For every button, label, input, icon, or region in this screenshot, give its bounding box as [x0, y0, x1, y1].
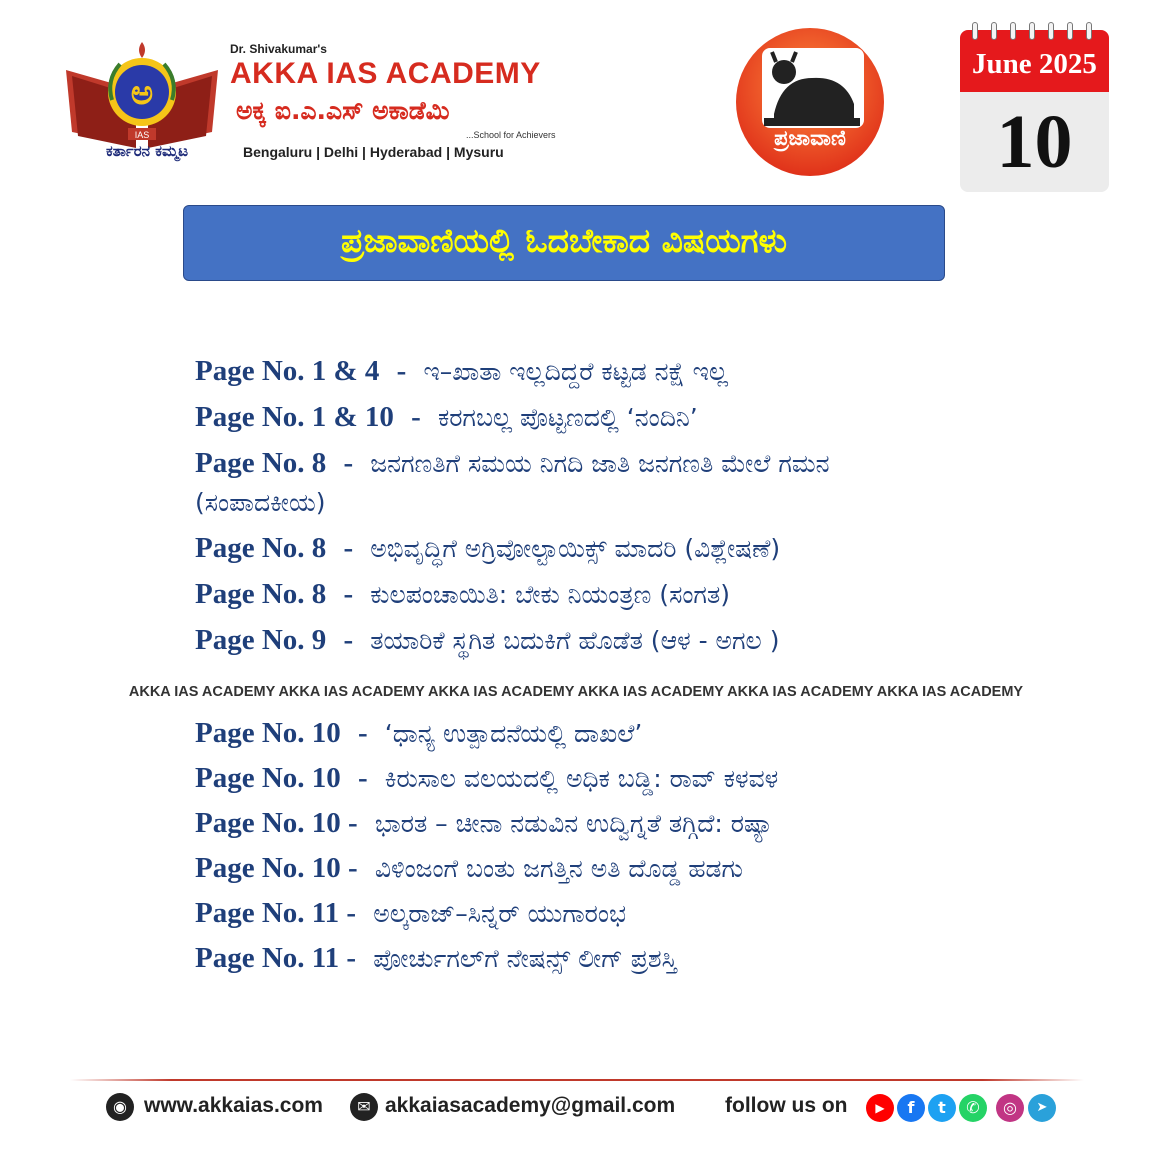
- calendar-ring: [1067, 22, 1073, 40]
- banner-title: ಪ್ರಜಾವಾಣಿಯಲ್ಲಿ ಓದಬೇಕಾದ ವಿಷಯಗಳು: [341, 221, 787, 260]
- telegram-icon[interactable]: ➤: [1028, 1094, 1056, 1122]
- calendar-ring: [1029, 22, 1035, 40]
- item-title: ‘ಧಾನ್ಯ ಉತ್ಪಾದನೆಯಲ್ಲಿ ದಾಖಲೆ’: [384, 719, 643, 748]
- list-item: [195, 532, 780, 565]
- item-separator: -: [343, 624, 354, 656]
- list-item: [195, 897, 626, 930]
- whatsapp-icon[interactable]: ✆: [959, 1094, 987, 1122]
- calendar-day: 10: [996, 100, 1073, 184]
- facebook-icon[interactable]: f: [897, 1094, 925, 1122]
- website-link[interactable]: www.akkaias.com: [144, 1094, 323, 1117]
- prajavani-name: ಪ್ರಜಾವಾಣಿ: [774, 126, 846, 150]
- list-item: [195, 762, 778, 795]
- item-title: ಕರಗಬಲ್ಲ ಪೊಟ್ಟಣದಲ್ಲಿ ‘ನಂದಿನಿ’: [437, 403, 698, 432]
- list-item: [195, 807, 773, 840]
- logo-letter: ಅ: [130, 73, 154, 113]
- ias-badge: IAS: [134, 130, 150, 140]
- follow-label: follow us on: [725, 1094, 848, 1117]
- item-title: ಇ–ಖಾತಾ ಇಲ್ಲದಿದ್ದರೆ ಕಟ್ಟಡ ನಕ್ಷೆ ಇಲ್ಲ: [423, 357, 729, 386]
- calendar-ring: [1010, 22, 1016, 40]
- item-page: Page No. 11 -: [195, 942, 357, 974]
- calendar-ring: [1048, 22, 1054, 40]
- item-page: Page No. 1 & 10: [195, 401, 394, 433]
- item-page: Page No. 9: [195, 624, 327, 656]
- item-title: ಭಾರತ – ಚೀನಾ ನಡುವಿನ ಉದ್ವಿಗ್ನತೆ ತಗ್ಗಿದೆ: ರಷ್ಯಾ: [374, 809, 774, 838]
- academy-name-en: AKKA IAS ACADEMY: [230, 57, 541, 90]
- list-item: [195, 355, 728, 388]
- item-title: ಅಭಿವೃದ್ಧಿಗೆ ಅಗ್ರಿವೋಲ್ಟಾಯಿಕ್ಸ್ ಮಾದರಿ (ವಿಶ್ಲೇಷಣೆ): [370, 534, 781, 563]
- item-page: Page No. 8: [195, 532, 327, 564]
- item-title: ಅಲ್ಕರಾಜ್–ಸಿನ್ನರ್ ಯುಗಾರಂಭ: [373, 899, 627, 928]
- item-page: Page No. 10: [195, 762, 341, 794]
- item-separator: -: [343, 447, 354, 479]
- instagram-icon[interactable]: ◎: [996, 1094, 1024, 1122]
- calendar-ring: [972, 22, 978, 40]
- city-list: Bengaluru | Delhi | Hyderabad | Mysuru: [243, 144, 504, 160]
- item-separator: -: [411, 401, 421, 433]
- mail-icon: ✉: [350, 1093, 378, 1121]
- item-page: Page No. 8: [195, 578, 327, 610]
- item-page: Page No. 10 -: [195, 807, 358, 839]
- item-title: ತಯಾರಿಕೆ ಸ್ಥಗಿತ ಬದುಕಿಗೆ ಹೊಡೆತ (ಆಳ - ಅಗಲ ): [370, 626, 780, 655]
- calendar-ring: [1086, 22, 1092, 40]
- item-title: ಕುಲಪಂಚಾಯಿತಿ: ಬೇಕು ನಿಯಂತ್ರಣ (ಸಂಗತ): [370, 580, 730, 609]
- list-item: [195, 401, 698, 434]
- academy-tagline: ...School for Achievers: [466, 130, 556, 140]
- item-page: Page No. 10: [195, 717, 341, 749]
- item-title: ವಿಳಿಂಜಂಗೆ ಬಂತು ಜಗತ್ತಿನ ಅತಿ ದೊಡ್ಡ ಹಡಗು: [374, 854, 743, 883]
- founder-name: Dr. Shivakumar's: [230, 42, 327, 56]
- list-item-continuation: [195, 487, 326, 518]
- item-separator: -: [357, 717, 368, 749]
- list-item: [195, 578, 730, 611]
- calendar-month: June 2025: [972, 48, 1097, 80]
- item-separator: -: [343, 532, 354, 564]
- watermark-strip: AKKA IAS ACADEMY AKKA IAS ACADEMY AKKA IAS ACADEMY AKKA IAS ACADEMY AKKA IAS ACADEMY AKKA IAS ACADEMY: [128, 684, 1024, 700]
- academy-name-kn: ಅಕ್ಕ ಐ.ಎ.ಎಸ್ ಅಕಾಡೆಮಿ: [236, 96, 450, 125]
- item-page: Page No. 1 & 4: [195, 355, 380, 387]
- globe-icon: ◉: [106, 1093, 134, 1121]
- logo-tagline: ಕರ್ತಾರನ ಕಮ್ಮಟ: [105, 142, 189, 160]
- email-link[interactable]: akkaiasacademy@gmail.com: [385, 1094, 676, 1117]
- item-page: Page No. 10 -: [195, 852, 358, 884]
- item-separator: -: [396, 355, 407, 387]
- list-item: [195, 852, 743, 885]
- list-item: [195, 717, 642, 750]
- twitter-icon[interactable]: t: [928, 1094, 956, 1122]
- item-title: ಜನಗಣತಿಗೆ ಸಮಯ ನಿಗದಿ ಜಾತಿ ಜನಗಣತಿ ಮೇಲೆ ಗಮನ: [370, 449, 830, 478]
- item-page: Page No. 11 -: [195, 897, 357, 929]
- item-page: Page No. 8: [195, 447, 327, 479]
- youtube-icon[interactable]: ▶: [866, 1094, 894, 1122]
- footer-divider: [70, 1079, 1084, 1081]
- prajavani-logo: [734, 26, 886, 178]
- item-title: ಕಿರುಸಾಲ ವಲಯದಲ್ಲಿ ಅಧಿಕ ಬಡ್ಡಿ: ರಾವ್ ಕಳವಳ: [384, 764, 779, 793]
- calendar-ring: [991, 22, 997, 40]
- list-item: [195, 624, 779, 657]
- item-separator: -: [343, 578, 354, 610]
- list-item: [195, 942, 677, 975]
- list-item: [195, 447, 830, 480]
- item-title-continued: (ಸಂಪಾದಕೀಯ): [195, 488, 326, 517]
- item-separator: -: [357, 762, 368, 794]
- item-title: ಪೋರ್ಚುಗಲ್‌ಗೆ ನೇಷನ್ಸ್ ಲೀಗ್ ಪ್ರಶಸ್ತಿ: [373, 944, 678, 973]
